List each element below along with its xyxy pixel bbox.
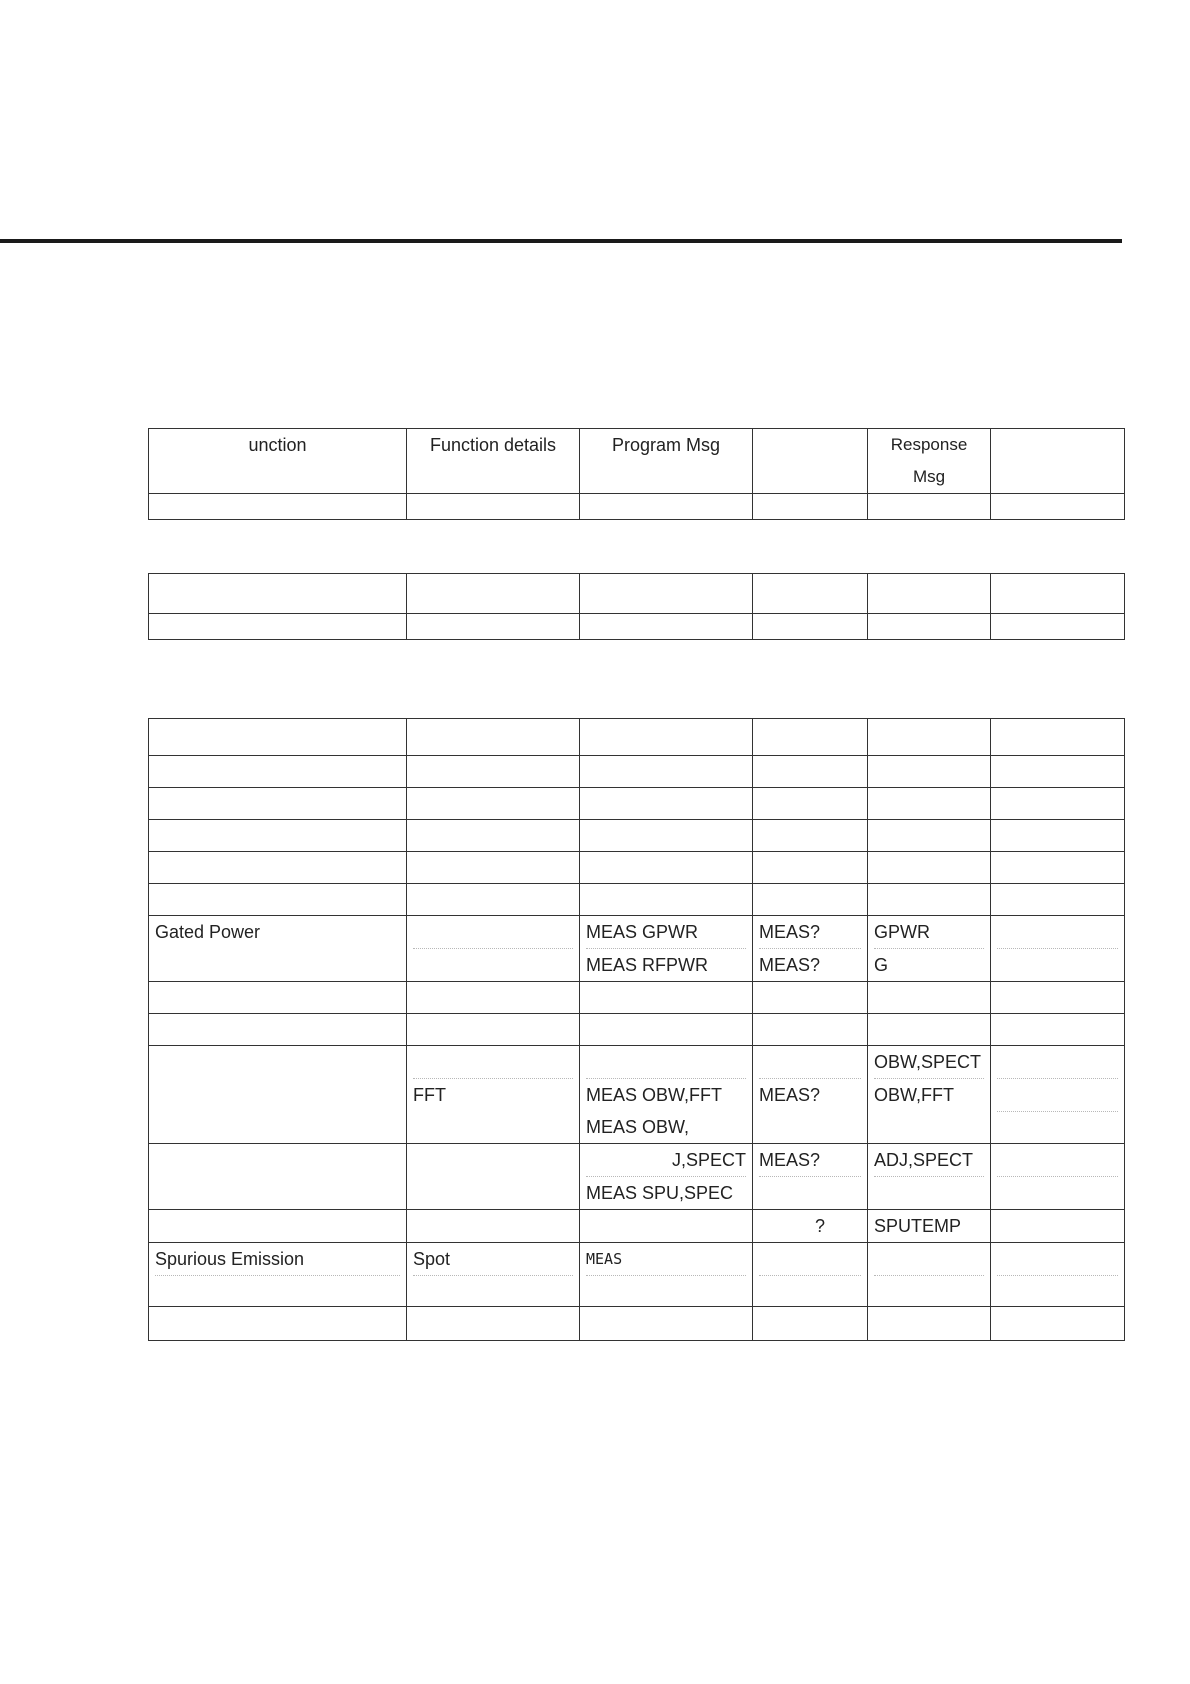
cell-query: MEAS? MEAS?	[753, 916, 868, 982]
cell-function	[149, 1046, 407, 1144]
table-row	[149, 884, 1125, 916]
table-header-row	[149, 429, 1125, 494]
table-row-obw	[149, 1046, 1125, 1144]
table-row	[149, 788, 1125, 820]
cell-query: MEAS?	[753, 1046, 868, 1144]
header-function-details: Function details	[407, 429, 580, 494]
cell-program: J,SPECT MEAS SPU,SPEC	[580, 1144, 753, 1210]
header-function: unction	[149, 429, 407, 494]
header-query-msg	[753, 429, 868, 494]
cell-program: MEAS GPWR MEAS RFPWR	[580, 916, 753, 982]
main-table	[148, 718, 1125, 1341]
top-rule	[0, 239, 1122, 243]
header-remarks	[991, 429, 1125, 494]
cell-response: ADJ,SPECT	[868, 1144, 991, 1210]
cell-response	[868, 1243, 991, 1307]
cell-query: MEAS?	[753, 1144, 868, 1210]
cell-details	[407, 916, 580, 982]
table-row	[149, 1307, 1125, 1341]
table-row-spurious	[149, 1243, 1125, 1307]
table-row	[149, 614, 1125, 640]
cell-details: Spot	[407, 1243, 580, 1307]
cell-program: MEAS	[580, 1243, 753, 1307]
cell-query	[753, 1243, 868, 1307]
cell-remarks	[991, 1243, 1125, 1307]
cell-response: GPWR G	[868, 916, 991, 982]
cell-function: Spurious Emission	[149, 1243, 407, 1307]
cell-response: OBW,SPECT OBW,FFT	[868, 1046, 991, 1144]
second-table	[148, 573, 1125, 640]
table-row-sputemp	[149, 1210, 1125, 1243]
cell-remarks	[991, 1046, 1125, 1144]
table-row	[149, 756, 1125, 788]
table-row	[149, 1014, 1125, 1046]
table-row	[149, 820, 1125, 852]
cell-details: FFT	[407, 1046, 580, 1144]
table-row	[149, 494, 1125, 520]
header-table	[148, 428, 1125, 520]
cell-remarks	[991, 1144, 1125, 1210]
cell-response: SPUTEMP	[868, 1210, 991, 1243]
cell-details	[407, 1144, 580, 1210]
cell-program: MEAS OBW,FFT MEAS OBW,	[580, 1046, 753, 1144]
table-row-adj	[149, 1144, 1125, 1210]
cell-function	[149, 1144, 407, 1210]
table-row-gated-power	[149, 916, 1125, 982]
table-row	[149, 852, 1125, 884]
cell-function: Gated Power	[149, 916, 407, 982]
cell-remarks	[991, 916, 1125, 982]
header-response-msg: Response Msg	[868, 429, 991, 494]
header-program-msg: Program Msg	[580, 429, 753, 494]
table-row	[149, 982, 1125, 1014]
cell-query: ?	[753, 1210, 868, 1243]
table-row	[149, 574, 1125, 614]
table-row	[149, 719, 1125, 756]
